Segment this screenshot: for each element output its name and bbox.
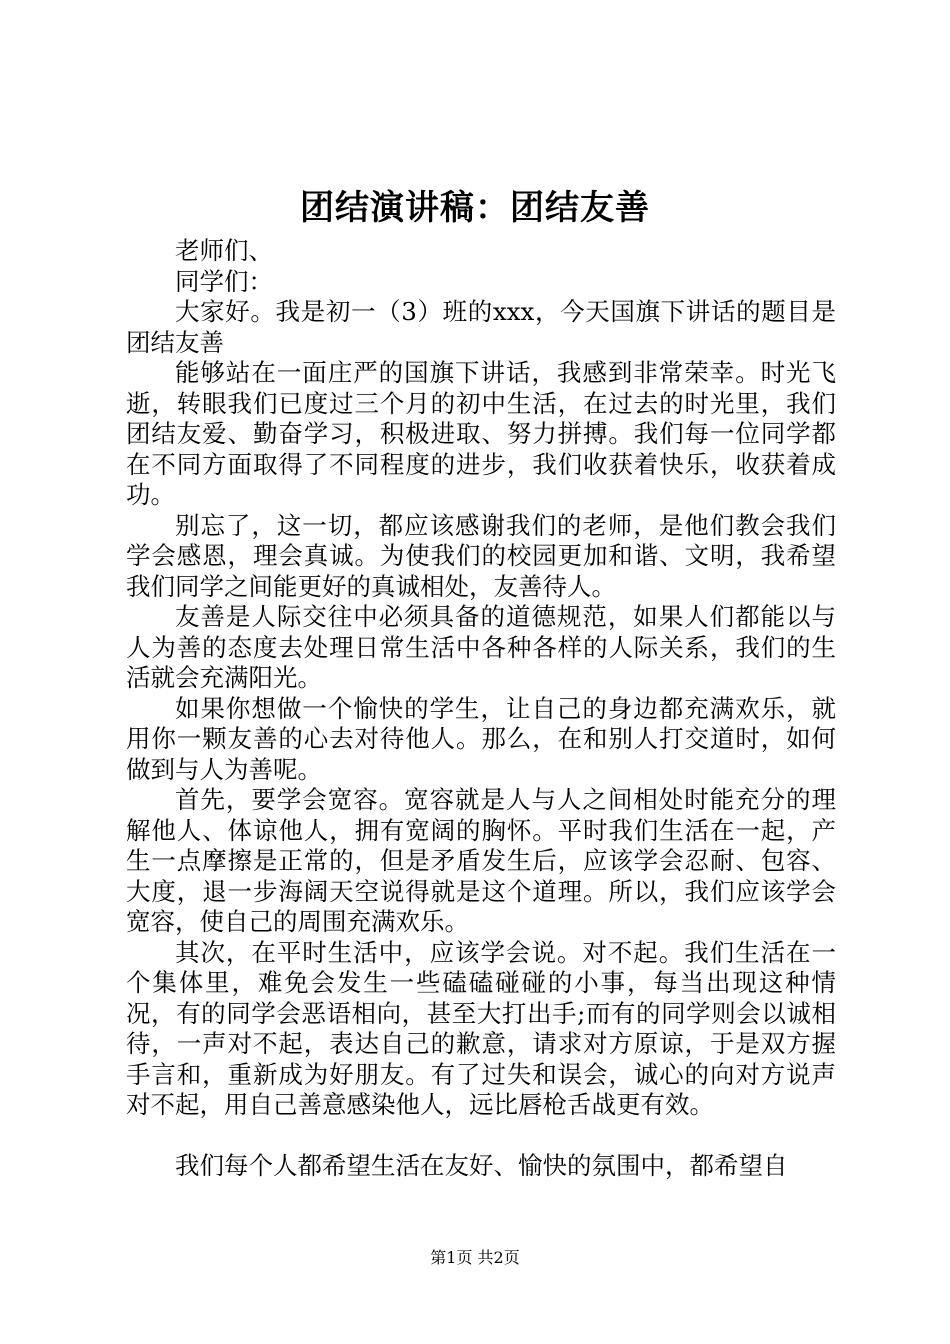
paragraph-greeting: 大家好。我是初一（3）班的xxx，今天国旗下讲话的题目是团结友善 (126, 297, 836, 357)
document-body (126, 236, 836, 1181)
salutation-teachers: 老师们、 (175, 236, 273, 265)
paragraph-apology: 其次，在平时生活中，应该学会说。对不起。我们生活在一个集体里，难免会发生一些磕磕碰碰的小事，每当出现这种情况，有的同学会恶语相向，甚至大打出手;而有的同学则会以诚相待，一声对不起，表达自己的歉意，请求对方原谅，于是双方握手言和，重新成为好朋友。有了过失和误会，诚心的向对方说声对不起，用自己善意感染他人，远比唇枪舌战更有效。 (126, 937, 836, 1119)
document-title: 团结演讲稿：团结友善 (300, 188, 650, 228)
salutation-students: 同学们： (175, 266, 273, 296)
page-number-footer: 第1页 共2页 (430, 1248, 520, 1267)
paragraph-thanks: 别忘了，这一切，都应该感谢我们的老师，是他们教会我们学会感恩，理会真诚。为使我们的校园更加和谐、文明，我希望我们同学之间能更好的真诚相处，友善待人。 (126, 510, 836, 601)
paragraph-friendliness: 友善是人际交往中必须具备的道德规范，如果人们都能以与人为善的态度去处理日常生活中各种各样的人际关系，我们的生活就会充满阳光。 (126, 602, 836, 692)
paragraph-tolerance: 首先，要学会宽容。宽容就是人与人之间相处时能充分的理解他人、体谅他人，拥有宽阔的胸怀。平时我们生活在一起，产生一点摩擦是正常的，但是矛盾发生后，应该学会忍耐、包容、大度，退一步海阔天空说得就是这个道理。所以，我们应该学会宽容，使自己的周围充满欢乐。 (126, 785, 836, 936)
paragraph-honor: 能够站在一面庄严的国旗下讲话，我感到非常荣幸。时光飞逝，转眼我们已度过三个月的初中生活，在过去的时光里，我们团结友爱、勤奋学习，积极进取、努力拼搏。我们每一位同学都在不同方面取得了不同程度的进步，我们收获着快乐，收获着成功。 (126, 358, 836, 509)
paragraph-atmosphere: 我们每个人都希望生活在友好、愉快的氛围中，都希望自 (175, 1150, 788, 1180)
paragraph-happy-student: 如果你想做一个愉快的学生，让自己的身边都充满欢乐，就用你一颗友善的心去对待他人。那么，在和别人打交道时，如何做到与人为善呢。 (126, 693, 836, 784)
